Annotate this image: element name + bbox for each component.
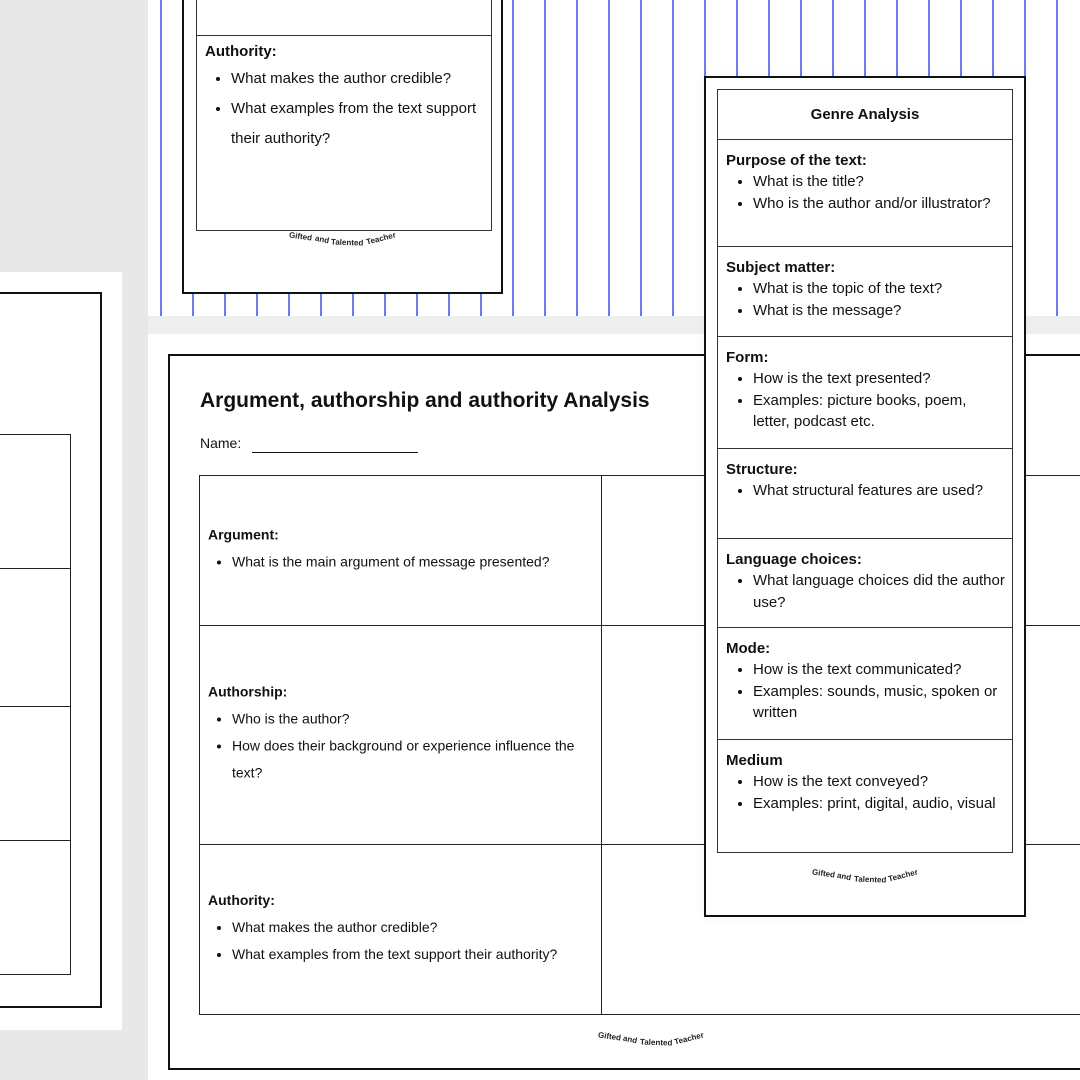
genre-bullet: • How is the text conveyed? — [753, 771, 1006, 793]
genre-section-heading: Structure: — [726, 461, 798, 478]
genre-bullet-list — [726, 570, 1006, 613]
left-worksheet-frame — [0, 292, 102, 1008]
brand-word: and — [836, 870, 853, 883]
genre-bullet-list — [726, 171, 1006, 214]
genre-section-heading: Medium — [726, 752, 783, 769]
left-table-row — [0, 707, 70, 841]
genre-bullet-list — [726, 368, 1006, 433]
genre-analysis-table — [717, 89, 1013, 853]
brand-word: and — [313, 233, 330, 246]
authority-bullet: • What examples from the text support their authority? — [231, 94, 483, 154]
genre-bullet-list — [726, 771, 1006, 814]
authority-card-body — [205, 43, 483, 154]
genre-section — [718, 337, 1012, 449]
genre-section — [718, 740, 1012, 852]
table-cell-prompt — [200, 845, 602, 1014]
genre-section — [718, 628, 1012, 740]
brand-logo — [597, 1030, 706, 1048]
brand-word: Gifted — [811, 867, 836, 880]
genre-section-heading: Language choices: — [726, 551, 862, 568]
genre-bullet: • Examples: picture books, poem, letter, podcast etc. — [753, 390, 1006, 433]
genre-bullet-list — [726, 278, 1006, 321]
genre-bullet: • What is the title? — [753, 171, 1006, 193]
authority-card — [182, 0, 503, 294]
genre-bullet: • What structural features are used? — [753, 480, 1006, 502]
authority-bullet: • What makes the author credible? — [231, 64, 483, 94]
genre-section-heading: Purpose of the text: — [726, 152, 867, 169]
row-heading: Authority: — [208, 891, 275, 908]
genre-bullet: • How is the text communicated? — [753, 659, 1006, 681]
table-cell-prompt — [200, 476, 602, 625]
row-bullet: • What is the main argument of message presented? — [232, 548, 595, 575]
brand-word: Teacher — [364, 230, 397, 247]
genre-bullet: • Examples: sounds, music, spoken or written — [753, 681, 1006, 724]
row-bullet: • What makes the author credible? — [232, 914, 595, 941]
row-heading: Argument: — [208, 526, 279, 542]
brand-word: Talented — [330, 237, 364, 248]
table-cell-prompt — [200, 626, 602, 844]
genre-analysis-card — [704, 76, 1026, 917]
genre-bullet-list — [726, 480, 1006, 502]
row-bullet: • How does their background or experience influence the text? — [232, 733, 595, 787]
genre-bullet: • Who is the author and/or illustrator? — [753, 193, 1006, 215]
left-worksheet-table — [0, 434, 71, 975]
brand-logo — [706, 867, 1024, 885]
left-table-row — [0, 841, 70, 974]
authority-heading: Authority: — [205, 43, 277, 60]
genre-bullet-list — [726, 659, 1006, 724]
genre-section — [718, 140, 1012, 247]
authority-bullet-list — [205, 64, 483, 154]
left-worksheet — [0, 272, 122, 1030]
genre-section — [718, 247, 1012, 337]
genre-section — [718, 539, 1012, 628]
row-bullet-list — [208, 706, 595, 787]
left-table-row — [0, 435, 70, 569]
brand-word: Teacher — [673, 1030, 706, 1047]
brand-logo — [184, 230, 501, 248]
genre-title: Genre Analysis — [718, 90, 1012, 140]
name-line — [252, 452, 418, 453]
genre-bullet: • Examples: print, digital, audio, visual — [753, 793, 1006, 815]
genre-bullet: • How is the text presented? — [753, 368, 1006, 390]
authority-card-divider — [197, 35, 491, 36]
authority-card-table — [196, 0, 492, 231]
genre-bullet: • What is the topic of the text? — [753, 278, 1006, 300]
genre-bullet: • What language choices did the author use? — [753, 570, 1006, 613]
genre-section — [718, 449, 1012, 539]
row-bullet: • What examples from the text support their authority? — [232, 941, 595, 968]
brand-word: Talented — [853, 874, 887, 885]
genre-section-heading: Form: — [726, 349, 769, 366]
brand-word: and — [622, 1033, 639, 1046]
brand-word: Gifted — [597, 1030, 622, 1043]
name-label: Name: — [200, 435, 242, 451]
left-table-row — [0, 569, 70, 707]
worksheet-title: Argument, authorship and authority Analysis — [200, 389, 650, 412]
row-bullet-list — [208, 548, 595, 575]
genre-section-heading: Subject matter: — [726, 259, 836, 276]
row-bullet: • Who is the author? — [232, 706, 595, 733]
genre-bullet: • What is the message? — [753, 300, 1006, 322]
row-bullet-list — [208, 914, 595, 968]
row-heading: Authorship: — [208, 683, 288, 700]
brand-word: Teacher — [887, 867, 919, 884]
brand-word: Talented — [639, 1037, 673, 1048]
genre-section-heading: Mode: — [726, 640, 771, 657]
brand-word: Gifted — [288, 230, 313, 243]
